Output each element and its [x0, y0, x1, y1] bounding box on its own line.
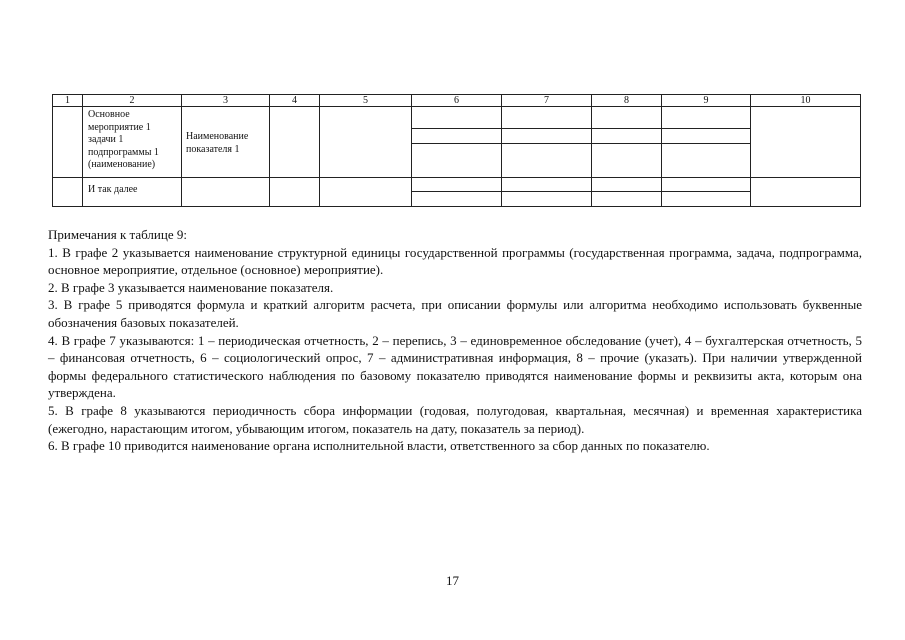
note-item-2: 2. В графе 3 указывается наименование показателя. [48, 279, 334, 295]
header-col-9: 9 [703, 95, 709, 106]
row1-col2-line: подпрограммы 1 [88, 146, 159, 158]
header-col-2: 2 [129, 95, 135, 106]
header-col-8: 8 [624, 95, 629, 106]
row1-col3-line: Наименование [186, 131, 249, 142]
row1-col2-line: задачи 1 [88, 134, 124, 145]
note-item-1: 1. В графе 2 указывается наименование структурной единицы государственной программы (государственная программа, задача, подпрограмма, основное мероприятие, отдельное (основное) мероприятие). [48, 244, 862, 278]
row1-col2-text [88, 109, 159, 172]
header-col-7: 7 [544, 95, 549, 106]
row1-col3-line: показателя 1 [186, 143, 240, 155]
note-item-5: 5. В графе 8 указываются периодичность сбора информации (годовая, полугодовая, квартальная, месячная) и временная характеристика (ежегодно, нарастающим итогом, убывающим итогом, показатель на дату, показатель за период). [48, 402, 862, 436]
header-col-4: 4 [292, 95, 297, 106]
header-col-6: 6 [454, 95, 459, 106]
table-notes [48, 226, 862, 455]
notes-title: Примечания к таблице 9: [48, 227, 187, 242]
header-col-10: 10 [800, 95, 811, 106]
row1-col3-text [186, 131, 248, 156]
note-item-6: 6. В графе 10 приводится наименование органа исполнительной власти, ответственного за сбор данных по показателю. [48, 438, 710, 454]
page-number: 17 [446, 573, 459, 588]
row2-col2-text: И так далее [88, 184, 138, 195]
note-item-4: 4. В графе 7 указываются: 1 – периодическая отчетность, 2 – перепись, 3 – единовременное обследование (учет), 4 – бухгалтерская отчетность, 5 – финансовая отчетность, 6 – социологический опрос, 7 – административная информация, 8 – прочие (указать). При наличии утвержденной формы федерального статистического наблюдения по базовому показателю приводятся наименование формы и реквизиты акта, которым она утверждена. [48, 332, 862, 401]
row1-col2-line: Основное [88, 109, 130, 120]
note-item-3: 3. В графе 5 приводятся формула и краткий алгоритм расчета, при описании формулы или алгоритма необходимо использовать буквенные обозначения базовых показателей. [48, 297, 862, 330]
header-col-3: 3 [223, 95, 228, 106]
row1-col2-line: мероприятие 1 [88, 121, 151, 133]
header-col-5: 5 [363, 95, 368, 106]
header-col-1: 1 [65, 95, 70, 106]
row1-col2-line: (наименование) [88, 159, 156, 170]
